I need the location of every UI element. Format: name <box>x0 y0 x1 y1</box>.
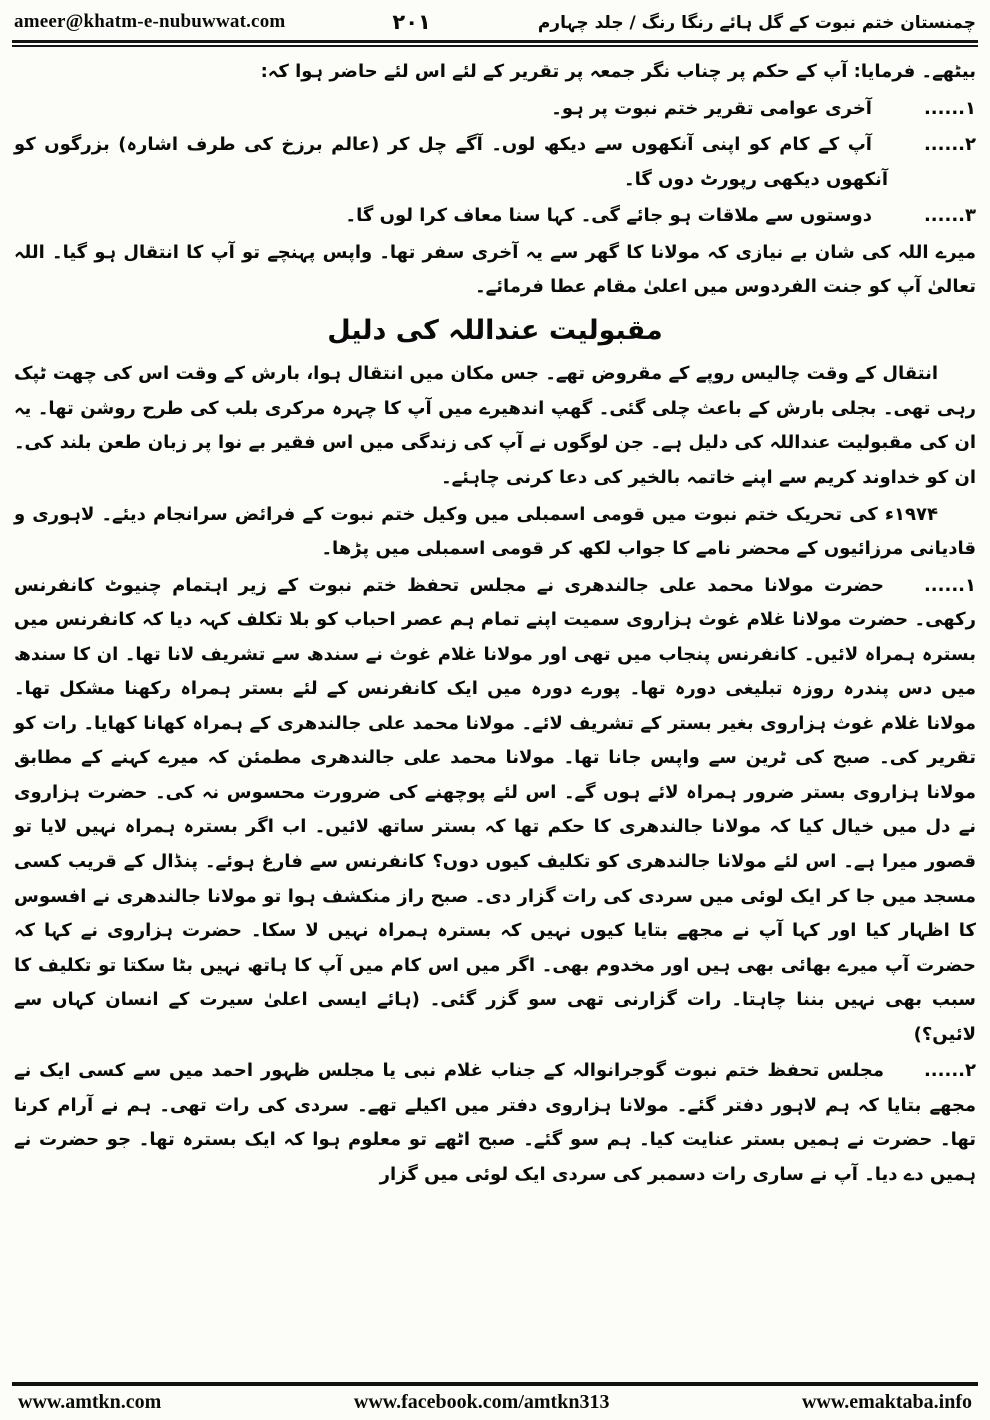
anecdote-number: ۲...... <box>923 1060 976 1082</box>
header-email: ameer@khatm-e-nubuwwat.com <box>14 11 286 32</box>
footer-url-right: www.emaktaba.info <box>801 1391 972 1413</box>
point-number: ۳...... <box>923 205 976 227</box>
point-text: دوستوں سے ملاقات ہو جائے گی۔ کہا سنا معاف کرا لوں گا۔ <box>345 205 872 227</box>
section-heading: مقبولیت عنداللہ کی دلیل <box>327 314 663 346</box>
anecdote-1 <box>14 569 976 1053</box>
page-number: ۲۰۱ <box>392 10 431 34</box>
point-text: آپ کے کام کو اپنی آنکھوں سے دیکھ لوں۔ آگے چل کر (عالم برزخ کی طرف اشارہ) بزرگوں کو آنکھوں دیکھی رپورٹ دوں گا۔ <box>14 134 888 190</box>
book-title: چمنستان ختم نبوت کے گل ہائے رنگا رنگ / جلد چہارم <box>537 12 976 33</box>
point-number: ۱...... <box>923 97 976 119</box>
footer-url-left: www.amtkn.com <box>18 1391 162 1413</box>
header-divider <box>12 40 978 47</box>
footer-url-center: www.facebook.com/amtkn313 <box>353 1391 610 1413</box>
maqbooliyat-paragraph: انتقال کے وقت چالیس روپے کے مقروض تھے۔ جس مکان میں انتقال ہوا، بارش کے وقت اس کی چھت ٹپک رہی تھی۔ بجلی بارش کے باعث چلی گئی۔ گھپ اندھیرے میں آپ کا چہرہ مرکری بلب کی طرح روشن تھا۔ یہ ان کی مقبولیت عنداللہ کی دلیل ہے۔ جن لوگوں نے آپ کی زندگی میں اس فقیر بے نوا پر زبان طعن بلند کی۔ ان کو خداوند کریم سے اپنے خاتمہ بالخیر کی دعا کرنی چاہئے۔ <box>14 363 976 488</box>
anecdote-2 <box>14 1054 976 1192</box>
page-footer <box>12 1386 978 1416</box>
numbered-point-1 <box>14 92 976 127</box>
numbered-point-2 <box>14 128 976 197</box>
tehreek-paragraph: ۱۹۷۴ء کی تحریک ختم نبوت میں قومی اسمبلی میں وکیل ختم نبوت کے فرائض سرانجام دیئے۔ لاہوری و قادیانی مرزائیوں کے محضر نامے کا جواب لکھ کر قومی اسمبلی میں پڑھا۔ <box>14 503 976 560</box>
anecdote-text: مجلس تحفظ ختم نبوت گوجرانوالہ کے جناب غلام نبی یا مجلس ظہور احمد میں سے کسی ایک نے مجھے بتایا کہ ہم لاہور دفتر گئے۔ مولانا ہزاروی دفتر میں اکیلے تھے۔ سردی کی رات تھی۔ ہم نے آرام کرنا تھا۔ حضرت نے ہمیں بستر عنایت کیا۔ ہم سو گئے۔ صبح اٹھے تو معلوم ہوا کہ ایک بسترہ تھا۔ جو حضرت نے ہمیں دے دیا۔ آپ نے ساری رات دسمبر کی سردی ایک لوئی میں گزار <box>14 1060 976 1185</box>
anecdote-text: حضرت مولانا محمد علی جالندھری نے مجلس تحفظ ختم نبوت کے زیر اہتمام چنیوٹ کانفرنس رکھی۔ حضرت مولانا غلام غوث ہزاروی سمیت اپنے تمام ہم عصر احباب کو بلا تکلف کہہ دیا کہ کانفرنس میں بسترہ ہمراہ لائیں۔ کانفرنس پنجاب میں تھی اور مولانا غلام غوث نے سندھ سے تشریف لانا تھا۔ ان کا سندھ میں دس پندرہ روزہ تبلیغی دورہ تھا۔ پورے دورہ میں ایک کانفرنس کے لئے بستر ہمراہ رکھنا مشکل تھا۔ مولانا غلام غوث ہزاروی بغیر بستر کے تشریف لائے۔ مولانا محمد علی جالندھری کے ہمراہ کھانا کھایا۔ رات کو تقریر کی۔ صبح کی ٹرین سے واپس جانا تھا۔ مولانا محمد علی جالندھری مطمئن کہ میرے کہنے کے مطابق مولانا ہزاروی بستر ضرور ہمراہ لائے ہوں گے۔ اس لئے پوچھنے کی ضرورت محسوس نہ کی۔ حضرت ہزاروی نے دل میں خیال کیا کہ مولانا جالندھری کا حکم تھا کہ بستر ساتھ لائیں۔ اب اگر بسترہ ہمراہ نہیں لایا تو قصور میرا ہے۔ اس لئے مولانا جالندھری کو تکلیف کیوں دوں؟ کانفرنس سے فارغ ہوئے۔ پنڈال کے قریب کسی مسجد میں جا کر ایک لوئی میں سردی کی رات گزار دی۔ صبح راز منکشف ہوا تو مولانا جالندھری نے افسوس کا اظہار کیا اور کہا آپ نے مجھے بتایا کیوں نہیں کہ بسترہ ہمراہ نہیں لا سکا۔ حضرت ہزاروی نے کہا کہ حضرت آپ میرے بھائی بھی ہیں اور مخدوم بھی۔ اگر میں اس کام میں آپ کا ہاتھ نہیں بٹا سکتا تو تکلیف کا سبب بھی نہیں بننا چاہتا۔ رات گزارنی تھی سو گزر گئی۔ (ہائے ایسی اعلیٰ سیرت کے انسان کہاں سے لائیں؟) <box>14 574 977 1045</box>
page-body <box>12 55 978 1380</box>
point-text: آخری عوامی تقریر ختم نبوت پر ہو۔ <box>551 97 872 119</box>
dua-paragraph: میرے اللہ کی شان بے نیازی کہ مولانا کا گھر سے یہ آخری سفر تھا۔ واپس پہنچے تو آپ کا انتقال ہو گیا۔ اللہ تعالیٰ آپ کو جنت الفردوس میں اعلیٰ مقام عطا فرمائے۔ <box>14 241 976 298</box>
intro-paragraph: بیٹھے۔ فرمایا: آپ کے حکم پر چناب نگر جمعہ پر تقریر کے لئے اس لئے حاضر ہوا کہ: <box>260 61 976 82</box>
page-header <box>12 8 978 40</box>
point-number: ۲...... <box>923 134 976 156</box>
numbered-point-3 <box>14 199 976 234</box>
anecdote-number: ۱...... <box>923 574 976 596</box>
